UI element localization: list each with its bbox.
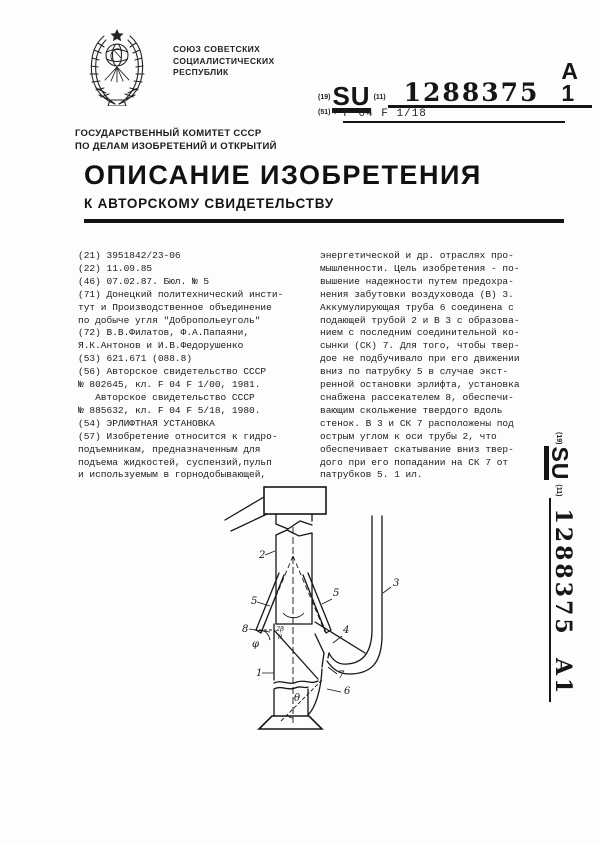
patent-figure [175,483,437,745]
abstract-column: энергетической и др. отраслях про- мышленности. Цель изобретения - по- вышение надежности путем предохра- нения забутовки воздуховода (В) 3. Аккумулирующая труба 6 соединена с подающей трубой 2 и В 3 с образова- нием с последним соединительной ко- сынки (СК) 7. Для того, чтобы твер- дое не подбучивало при его движении вниз по патрубку 5 в случае экст- ренной остановки эрлифта, установка снабжена рассекателем 8, обеспечи- вающим скольжение твердого вдоль стенок. В 3 и СК 7 расположены под острым углом к оси трубы 2, что обеспечивает скатывание вниз твер- дого при его попадании на СК 7 от патрубков 5. 1 ил. [320,250,520,481]
bibliographic-column: (21) 3951842/23-06 (22) 11.09.85 (46) 07.02.87. Бюл. № 5 (71) Донецкий политехнический инсти- тут и Производственное объединение по добыче угля "Добропольеуголь" (72) В.В.Филатов, Ф.А.Папаяни, Я.К.Антонов и И.В.Федорушенко (53) 621.671 (088.8) (56) Авторское свидетельство СССР № 802645, кл. F 04 F 1/00, 1981. Авторское свидетельство СССР № 885632, кл. F 04 F 5/18, 1980. (54) ЭРЛИФТНАЯ УСТАНОВКА (57) Изобретение относится к гидро- подъемникам, предназначенным для подъема жидкостей, суспензий,пульп и используемым в горнодобывающей, [78,250,284,481]
figure-label-4: 4 [343,625,350,636]
label-leaders [249,551,391,692]
ipc-class: F 04 F 1/18 [343,108,565,123]
document-title: ОПИСАНИЕ ИЗОБРЕТЕНИЯ [84,160,482,190]
kind-code: A 1 [561,58,581,106]
sidebar-country-code: SU [547,446,573,481]
union-name: СОЮЗ СОВЕТСКИХ СОЦИАЛИСТИЧЕСКИХ РЕСПУБЛИК [173,44,275,77]
title-rule [84,219,564,223]
figure-label-8: 8 [242,624,249,635]
figure-label-phi: φ [252,639,260,650]
committee-name: ГОСУДАРСТВЕННЫЙ КОМИТЕТ СССР ПО ДЕЛАМ ИЗОБРЕТЕНИЙ И ОТКРЫТИЙ [75,128,277,152]
inid-code-19: (19) [318,94,331,101]
sidebar-doc-id [549,432,591,702]
sidebar-code-19: (19) [555,432,562,445]
sidebar-code-11: (11) [555,484,562,497]
document-subtitle: К АВТОРСКОМУ СВИДЕТЕЛЬСТВУ [84,196,334,211]
inid-code-51: (51) 4 [318,109,337,116]
publication-line [318,58,581,111]
figure-label-1: 1 [256,668,263,679]
figure-label-7: 7 [338,670,345,681]
figure-label-theta: θ [294,693,301,704]
figure-label-6: 6 [344,686,351,697]
figure-label-5b: 5 [333,588,340,599]
doc-number: 1288375 [403,78,540,107]
figure-label-2: 2 [259,550,266,561]
sidebar-number: 1288375 A1 [549,498,573,702]
ussr-emblem-icon [84,28,150,106]
figure-label-apex-angle: 2β [276,625,284,633]
star-icon [110,29,123,41]
figure-label-5a: 5 [251,596,258,607]
airlift-drawing [225,487,382,729]
inid-code-11: (11) [373,94,386,101]
figure-label-3: 3 [393,578,400,589]
ipc-line [318,108,565,123]
figure-label-apex-angle2: θ [278,633,282,641]
doc-number-underline [388,60,593,108]
country-code: SU [332,81,371,111]
